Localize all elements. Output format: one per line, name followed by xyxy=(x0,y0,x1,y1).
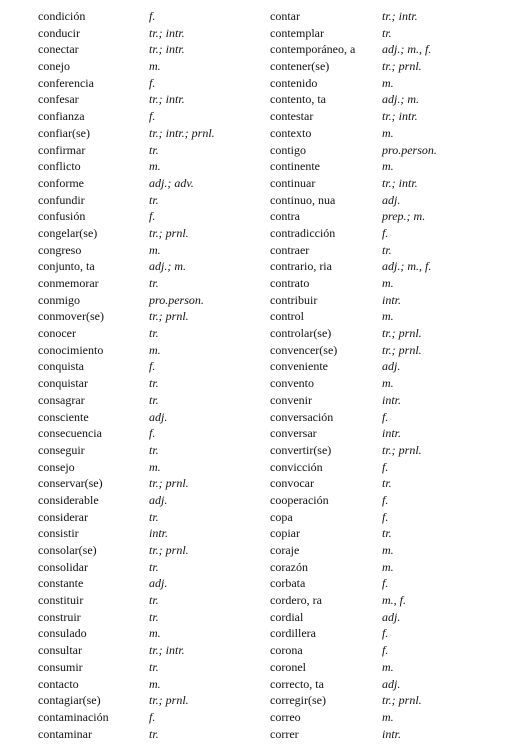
headword: condición xyxy=(38,9,86,23)
headword: consagrar xyxy=(38,392,85,407)
grammatical-category: m. xyxy=(382,125,394,140)
grammatical-category: adj. xyxy=(149,576,168,591)
grammatical-category: tr.; prnl. xyxy=(149,543,189,557)
grammatical-category: m. xyxy=(149,159,161,174)
grammatical-category: tr.; prnl. xyxy=(149,309,189,324)
grammatical-category: adj.; m., f. xyxy=(382,259,432,274)
grammatical-category: tr.; prnl. xyxy=(149,225,189,240)
grammatical-category: f. xyxy=(149,9,156,23)
grammatical-category: tr.; prnl. xyxy=(382,342,422,357)
grammatical-category: tr. xyxy=(149,442,159,457)
headword: congelar(se) xyxy=(38,225,98,240)
headword: conferencia xyxy=(38,75,94,90)
headword: convencer(se) xyxy=(270,342,338,357)
headword: conveniente xyxy=(270,359,328,374)
grammatical-category: intr. xyxy=(149,526,169,541)
grammatical-category: tr.; intr. xyxy=(149,42,185,57)
headword: contemporáneo, a xyxy=(270,42,356,57)
grammatical-category: tr.; prnl. xyxy=(149,693,189,708)
grammatical-category: m. xyxy=(382,543,394,557)
grammatical-category: tr. xyxy=(382,526,392,541)
grammatical-category: f. xyxy=(382,509,389,524)
headword: constituir xyxy=(38,593,84,608)
headword: convertir(se) xyxy=(270,442,332,457)
headword: contigo xyxy=(270,142,306,157)
grammatical-category: adj. xyxy=(149,492,168,507)
grammatical-category: tr. xyxy=(149,192,159,207)
headword: consecuencia xyxy=(38,426,102,441)
headword: confusión xyxy=(38,209,86,224)
grammatical-category: m. xyxy=(382,309,394,324)
grammatical-category: adj. xyxy=(382,676,401,691)
grammatical-category: tr. xyxy=(149,726,159,741)
headword: cordero, ra xyxy=(270,593,322,608)
grammatical-category: adj. xyxy=(382,359,401,374)
headword: contaminar xyxy=(38,726,92,741)
grammatical-category: adj.; m. xyxy=(382,92,419,107)
grammatical-category: tr. xyxy=(149,326,159,341)
grammatical-category: intr. xyxy=(382,292,402,307)
headword: cordial xyxy=(270,609,304,624)
headword: correo xyxy=(270,709,301,724)
grammatical-category: m. xyxy=(382,709,394,724)
headword: contar xyxy=(270,9,300,23)
headword: confirmar xyxy=(38,142,86,157)
grammatical-category: adj. xyxy=(382,609,401,624)
headword: contrato xyxy=(270,276,310,290)
headword: contestar xyxy=(270,109,314,124)
headword: conducir xyxy=(38,25,80,40)
grammatical-category: m. xyxy=(149,626,161,641)
grammatical-category: tr. xyxy=(382,25,392,40)
grammatical-category: tr.; intr. xyxy=(149,92,185,107)
grammatical-category: m., f. xyxy=(382,593,406,608)
grammatical-category: tr.; prnl. xyxy=(382,326,422,341)
grammatical-category: f. xyxy=(382,409,389,424)
headword: congreso xyxy=(38,242,82,257)
headword: corazón xyxy=(270,559,308,574)
headword: contra xyxy=(270,209,300,224)
grammatical-category: tr. xyxy=(149,659,159,674)
headword: corregir(se) xyxy=(270,693,326,708)
headword: conocer xyxy=(38,326,76,341)
grammatical-category: adj.; m., f. xyxy=(382,42,432,57)
headword: conmover(se) xyxy=(38,309,104,324)
headword: construir xyxy=(38,609,81,624)
grammatical-category: m. xyxy=(382,75,394,90)
headword: conquista xyxy=(38,359,84,374)
headword: contexto xyxy=(270,125,312,140)
headword: consejo xyxy=(38,459,75,474)
grammatical-category: tr.; intr. xyxy=(382,109,418,124)
headword: conectar xyxy=(38,42,79,57)
headword: contento, ta xyxy=(270,92,326,107)
headword: contacto xyxy=(38,676,79,691)
headword: convento xyxy=(270,376,314,391)
grammatical-category: pro.person. xyxy=(149,292,204,307)
headword: contribuir xyxy=(270,292,318,307)
headword: conejo xyxy=(38,59,70,74)
headword: conmigo xyxy=(38,292,80,307)
headword: consolidar xyxy=(38,559,88,574)
grammatical-category: tr. xyxy=(149,392,159,407)
headword: contraer xyxy=(270,242,310,257)
headword: cooperación xyxy=(270,492,329,507)
headword: corona xyxy=(270,643,303,658)
headword: contaminación xyxy=(38,709,109,724)
headword: confesar xyxy=(38,92,79,107)
headword: confiar(se) xyxy=(38,125,90,140)
grammatical-category: pro.person. xyxy=(382,142,437,157)
headword: controlar(se) xyxy=(270,326,332,341)
headword: conmemorar xyxy=(38,276,99,290)
grammatical-category: tr.; intr. xyxy=(382,175,418,190)
grammatical-category: tr. xyxy=(149,509,159,524)
headword: copiar xyxy=(270,526,300,541)
grammatical-category: f. xyxy=(149,709,156,724)
grammatical-category: f. xyxy=(149,359,156,374)
grammatical-category: tr.; prnl. xyxy=(382,442,422,457)
headword: correr xyxy=(270,726,299,741)
headword: convicción xyxy=(270,459,323,474)
grammatical-category: f. xyxy=(382,626,389,641)
grammatical-category: tr.; prnl. xyxy=(149,476,189,491)
grammatical-category: f. xyxy=(149,75,156,90)
grammatical-category: m. xyxy=(149,676,161,691)
grammatical-category: f. xyxy=(382,225,389,240)
headword: conflicto xyxy=(38,159,81,174)
grammatical-category: m. xyxy=(149,59,161,74)
grammatical-category: tr. xyxy=(149,276,159,290)
grammatical-category: tr. xyxy=(382,242,392,257)
grammatical-category: tr. xyxy=(149,142,159,157)
headword: conquistar xyxy=(38,376,88,391)
grammatical-category: tr.; intr.; prnl. xyxy=(149,125,215,140)
headword: convocar xyxy=(270,476,314,491)
grammatical-category: adj.; adv. xyxy=(149,175,194,190)
headword: copa xyxy=(270,509,293,524)
grammatical-category: tr. xyxy=(149,609,159,624)
grammatical-category: f. xyxy=(149,209,156,224)
headword: contener(se) xyxy=(270,59,330,74)
headword: confianza xyxy=(38,109,85,124)
headword: continuar xyxy=(270,175,316,190)
grammatical-category: adj.; m. xyxy=(149,259,186,274)
grammatical-category: m. xyxy=(382,559,394,574)
grammatical-category: f. xyxy=(149,426,156,441)
headword: conseguir xyxy=(38,442,85,457)
headword: conjunto, ta xyxy=(38,259,95,274)
grammatical-category: tr.; prnl. xyxy=(382,693,422,708)
grammatical-category: m. xyxy=(382,276,394,290)
grammatical-category: tr. xyxy=(382,476,392,491)
headword: considerar xyxy=(38,509,88,524)
headword: consumir xyxy=(38,659,83,674)
grammatical-category: f. xyxy=(149,109,156,124)
headword: conversar xyxy=(270,426,317,441)
grammatical-category: m. xyxy=(149,459,161,474)
headword: consultar xyxy=(38,643,82,658)
grammatical-category: tr.; intr. xyxy=(149,25,185,40)
grammatical-category: intr. xyxy=(382,392,402,407)
headword: constante xyxy=(38,576,84,591)
headword: considerable xyxy=(38,492,99,507)
grammatical-category: m. xyxy=(382,159,394,174)
grammatical-category: intr. xyxy=(382,426,402,441)
grammatical-category: tr. xyxy=(149,593,159,608)
grammatical-category: adj. xyxy=(149,409,168,424)
headword: conversación xyxy=(270,409,334,424)
grammatical-category: m. xyxy=(149,342,161,357)
headword: coronel xyxy=(270,659,306,674)
headword: confundir xyxy=(38,192,85,207)
headword: contagiar(se) xyxy=(38,693,101,708)
headword: consciente xyxy=(38,409,89,424)
headword: conforme xyxy=(38,175,84,190)
headword: coraje xyxy=(270,543,300,557)
headword: conocimiento xyxy=(38,342,104,357)
headword: consistir xyxy=(38,526,79,541)
grammatical-category: intr. xyxy=(382,726,402,741)
headword: control xyxy=(270,309,304,324)
grammatical-category: f. xyxy=(382,643,389,658)
headword: contradicción xyxy=(270,225,336,240)
grammatical-category: prep.; m. xyxy=(382,209,426,224)
headword: continuo, nua xyxy=(270,192,336,207)
grammatical-category: f. xyxy=(382,492,389,507)
headword: convenir xyxy=(270,392,312,407)
headword: corbata xyxy=(270,576,306,591)
grammatical-category: adj. xyxy=(382,192,401,207)
headword: contenido xyxy=(270,75,318,90)
grammatical-category: tr.; prnl. xyxy=(382,59,422,74)
grammatical-category: f. xyxy=(382,459,389,474)
grammatical-category: tr. xyxy=(149,376,159,391)
headword: continente xyxy=(270,159,320,174)
grammatical-category: f. xyxy=(382,576,389,591)
headword: cordillera xyxy=(270,626,316,641)
grammatical-category: tr.; intr. xyxy=(382,9,418,23)
headword: correcto, ta xyxy=(270,676,324,691)
grammatical-category: m. xyxy=(382,659,394,674)
grammatical-category: tr. xyxy=(149,559,159,574)
headword: conservar(se) xyxy=(38,476,103,491)
headword: contemplar xyxy=(270,25,324,40)
headword: contrario, ria xyxy=(270,259,332,274)
grammatical-category: m. xyxy=(149,242,161,257)
headword: consulado xyxy=(38,626,87,641)
grammatical-category: tr.; intr. xyxy=(149,643,185,658)
headword: consolar(se) xyxy=(38,543,97,557)
grammatical-category: m. xyxy=(382,376,394,391)
